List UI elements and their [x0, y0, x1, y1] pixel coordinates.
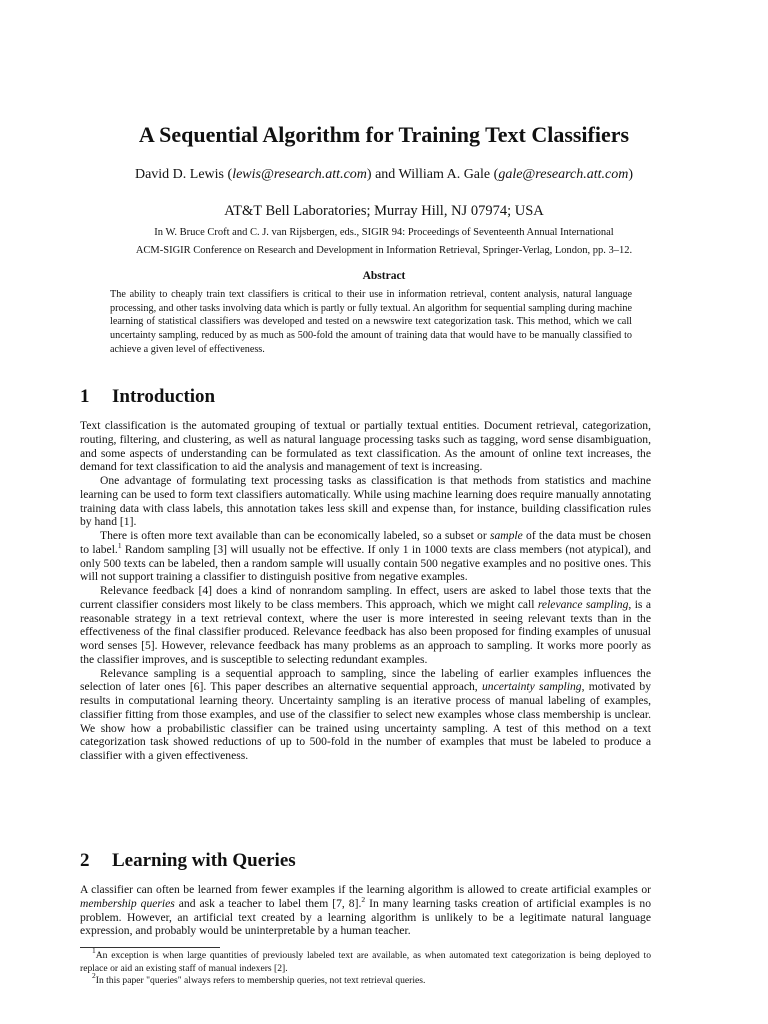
- author-line: David D. Lewis (lewis@research.att.com) and William A. Gale (gale@research.att.com): [134, 167, 634, 182]
- introduction-body: [80, 419, 651, 763]
- author-name-2: William A. Gale: [398, 167, 491, 182]
- footnote-divider: [80, 947, 220, 948]
- section-number: 2: [80, 850, 90, 871]
- emphasis: uncertainty sampling: [481, 680, 582, 694]
- section-number: 1: [80, 386, 90, 407]
- abstract-text: The ability to cheaply train text classifiers is critical to their use in information retrieval, content analysis, natural language processing, and other tasks involving data which is partly or fully textual. An algorithm for sequential sampling during machine learning of statistical classifiers was developed and tested on a newswire text categorization task. This method, which we call uncertainty sampling, reduced by as much as 500-fold the amount of training data that would have to be manually classified to achieve a given level of effectiveness.: [110, 289, 632, 355]
- text-run: of the data must be chosen to label.: [80, 529, 651, 556]
- paragraph: [80, 584, 651, 667]
- footnote: [80, 971, 651, 988]
- emphasis: sample: [489, 529, 523, 542]
- paper-title: A Sequential Algorithm for Training Text Classifiers: [138, 122, 630, 147]
- author-name-1: David D. Lewis: [134, 167, 225, 182]
- paragraph: Text classification is the automated grouping of textual or partially textual entities. Document retrieval, categorization, routing, filtering, and clustering, as well as natural language processing tasks such as tagging, word sense disambiguation, and some aspects of understanding can be formulated as text classification. As the amount of online text increases, the demand for text classification to aid the analysis and management of text is increasing.: [80, 419, 651, 474]
- proceedings-citation: [0, 224, 768, 260]
- emphasis: membership queries: [80, 896, 175, 910]
- footnote-marker: 1: [117, 540, 122, 550]
- text-run: There is often more text available than can be economically labeled, so a subset or: [100, 529, 490, 542]
- footnote-marker: 2: [92, 971, 96, 980]
- proceedings-line-2: ACM-SIGIR Conference on Research and Development in Information Retrieval, Springer-Verlag, London, pp. 3–12.: [135, 245, 633, 256]
- text-run: In many learning tasks creation of artificial examples is no problem. However, an artificial text created by a learning algorithm is unlikely to be a legitimate natural language expression, and probably would be uninterpretable by a human teacher.: [80, 896, 651, 938]
- text-run: , is a reasonable strategy in a text retrieval context, where the user is more interested in seeing relevant texts than in the effectiveness of the final classifier produced. Relevance feedback has also been proposed for finding examples of unusual word senses [5]. However, relevance feedback has many problems as an approach to sampling. It works more poorly as the classifier improves, and is susceptible to selecting redundant examples.: [80, 597, 651, 666]
- paragraph: [80, 529, 651, 584]
- text-run: Relevance sampling is a sequential approach to sampling, since the labeling of earlier examples influences the selection of later ones [6]. This paper describes an alternative sequential approach,: [80, 666, 651, 694]
- paragraph: [80, 667, 651, 763]
- author-conjunction: and: [375, 167, 396, 182]
- footnote-marker: 2: [361, 894, 366, 904]
- footnote-text: In this paper "queries" always refers to membership queries, not text retrieval queries.: [95, 975, 426, 986]
- proceedings-line-1: In W. Bruce Croft and C. J. van Rijsbergen, eds., SIGIR 94: Proceedings of Seventeenth Annual International: [154, 227, 614, 238]
- emphasis: relevance sampling: [537, 597, 629, 611]
- abstract-heading: Abstract: [362, 270, 406, 282]
- paragraph: One advantage of formulating text processing tasks as classification is that methods from statistics and machine learning can be used to form text classifiers automatically. While using machine learning does require manually annotating training data with class labels, this annotation takes less skill and expense than, for instance, building classification rules by hand [1].: [80, 474, 651, 529]
- text-run: Random sampling [3] will usually not be effective. If only 1 in 1000 texts are class members (not atypical), and only 500 texts can be labeled, then a random sample will usually contain 500 negative examples and no positive ones. This will not support training a classifier to distinguish positive from negative examples.: [80, 542, 651, 584]
- affiliation: AT&T Bell Laboratories; Murray Hill, NJ 07974; USA: [224, 203, 544, 219]
- section-title: Introduction: [112, 386, 216, 407]
- author-email-2: gale@research.att.com: [498, 167, 629, 182]
- footnote-text: An exception is when large quantities of previously labeled text are available, as when automated text categorization is being deployed to replace or aid an existing staff of manual indexers [2].: [80, 950, 651, 974]
- section-title: Learning with Queries: [112, 850, 296, 871]
- learning-with-queries-body: [80, 883, 651, 938]
- footnotes: [80, 946, 651, 988]
- paragraph: [80, 883, 651, 938]
- text-run: A classifier can often be learned from fewer examples if the learning algorithm is allowed to create artificial examples or: [80, 883, 651, 896]
- footnote: [80, 946, 651, 975]
- author-email-1: lewis@research.att.com: [232, 167, 367, 182]
- section-heading-introduction: [80, 386, 215, 408]
- footnote-marker: 1: [92, 946, 96, 955]
- text-run: Relevance feedback [4] does a kind of nonrandom sampling. In effect, users are asked to label those texts that the current classifier considers most likely to be class members. This approach, which we might call: [80, 584, 651, 611]
- text-run: and ask a teacher to label them [7, 8].: [174, 896, 362, 910]
- section-heading-learning-with-queries: [80, 850, 296, 872]
- text-run: , motivated by results in computational learning theory. Uncertainty sampling is an iterative process of manual labeling of examples, classifier fitting from those examples, and use of the classifier to select new examples whose class membership is unclear. We show how a probabilistic classifier can be trained using uncertainty sampling. A test of this method on a text categorization task showed reductions of up to 500-fold in the number of examples that must be labeled to produce a classifier with a given effectiveness.: [80, 680, 651, 762]
